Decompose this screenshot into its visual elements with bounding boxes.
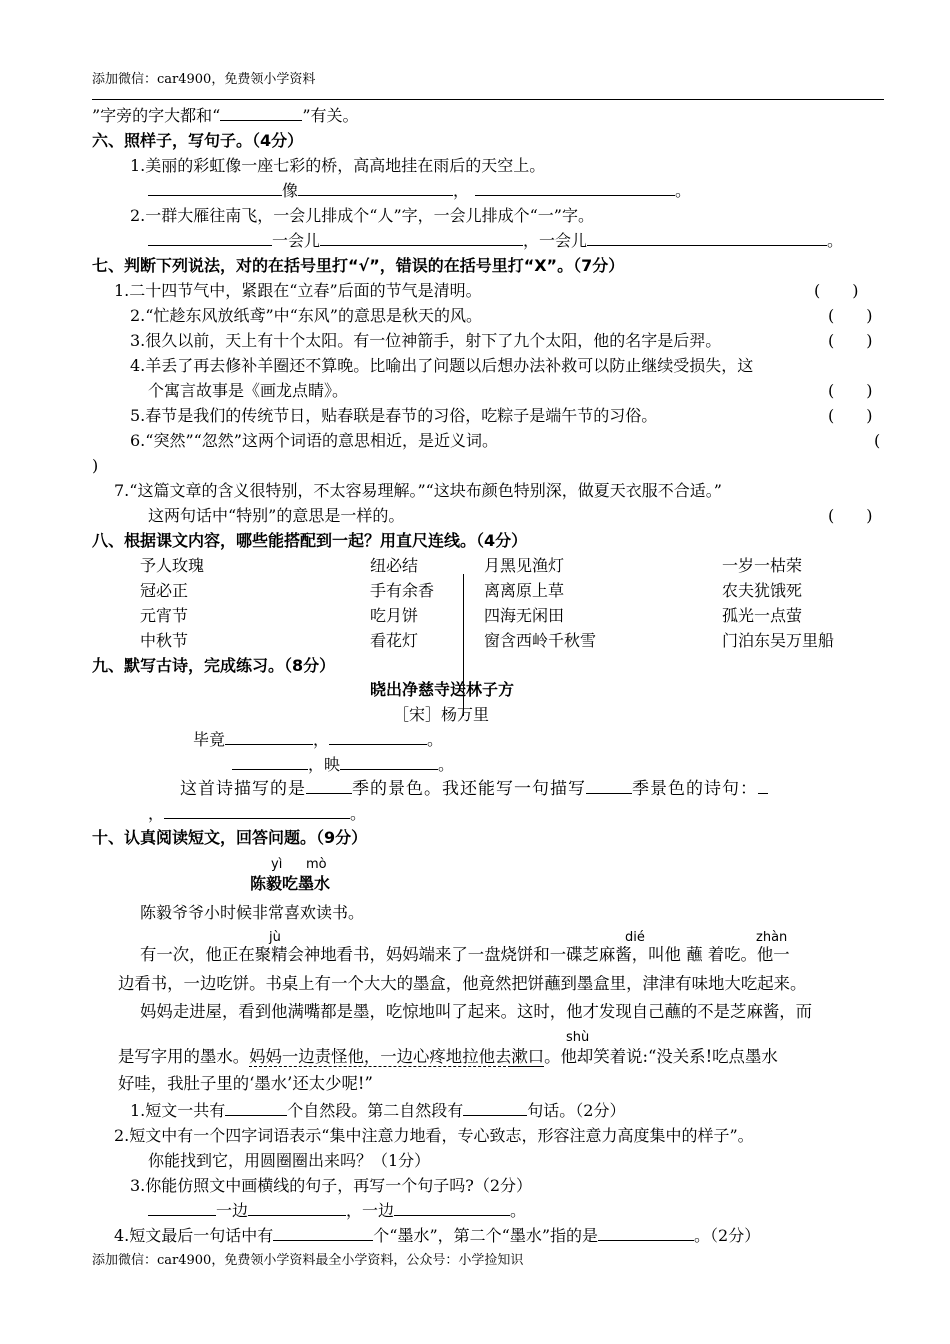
answer-blank[interactable] xyxy=(248,1201,346,1216)
answer-blank[interactable] xyxy=(329,730,427,745)
sec10-q3-answer: 一边 ，一边 。 xyxy=(148,1201,526,1221)
sec6-q1-answer: 像 ， 。 xyxy=(148,181,691,201)
sec10-q2: 2.短文中有一个四字词语表示“集中注意力地看，专心致志，形容注意力高度集中的样子”。 xyxy=(114,1126,754,1145)
judge-bracket[interactable]: ( ) xyxy=(828,331,873,350)
annotated-word: 漱口 xyxy=(511,1047,545,1066)
match-item[interactable]: 手有余香 xyxy=(370,581,435,600)
judge-bracket[interactable]: ( ) xyxy=(828,406,873,425)
para-2-line-2: 边看书，一边吃饼。书桌上有一个大大的墨盒，他竟然把饼蘸到墨盒里，津津有味地大吃起来。 xyxy=(118,974,807,993)
pinyin: shù xyxy=(566,1030,590,1045)
sec7-item-6: 6.“突然”“忽然”这两个词语的意思相近，是近义词。 xyxy=(130,431,498,450)
answer-blank[interactable] xyxy=(232,755,308,770)
poem-author: ［宋］杨万里 xyxy=(393,705,490,724)
sec9-question-cont: ， 。 xyxy=(148,804,367,823)
poem-title: 晓出净慈寺送林子方 xyxy=(370,680,515,699)
match-item[interactable]: 门泊东吴万里船 xyxy=(722,631,835,650)
sec7-item-3: 3.很久以前，天上有十个太阳。有一位神箭手，射下了九个太阳，他的名字是后羿。 xyxy=(130,331,722,350)
answer-blank[interactable] xyxy=(273,1226,373,1241)
sec7-item-7: 7.“这篇文章的含义很特别，不太容易理解。”“这块布颜色特别深，做夏天衣服不合适。” xyxy=(114,481,722,500)
match-item[interactable]: 纽必结 xyxy=(370,556,419,575)
answer-blank[interactable] xyxy=(758,779,768,794)
sec7-item-1: 1.二十四节气中，紧跟在“立春”后面的节气是清明。 xyxy=(114,281,482,300)
sec10-q4: 4.短文最后一句话中有 个“墨水”，第二个“墨水”指的是 。（2分） xyxy=(114,1226,761,1245)
poem-line-2: ，映 。 xyxy=(232,755,454,775)
sec7-title: 七、判断下列说法，对的在括号里打“√”，错误的在括号里打“X”。（7分） xyxy=(92,256,625,275)
answer-blank[interactable] xyxy=(148,231,272,246)
match-item[interactable]: 元宵节 xyxy=(140,606,189,625)
match-item[interactable]: 四海无闲田 xyxy=(484,606,565,625)
match-item[interactable]: 中秋节 xyxy=(140,631,189,650)
answer-blank[interactable] xyxy=(225,1101,287,1116)
sec9-question: 这首诗描写的是 季的景色。我还能写一句描写 季景色的诗句： xyxy=(180,779,768,799)
answer-blank[interactable] xyxy=(475,181,675,196)
answer-blank[interactable] xyxy=(225,730,313,745)
answer-blank[interactable] xyxy=(306,779,352,794)
answer-blank[interactable] xyxy=(587,231,827,246)
match-item[interactable]: 吃月饼 xyxy=(370,606,419,625)
match-item[interactable]: 窗含西岭千秋雪 xyxy=(484,631,597,650)
answer-blank[interactable] xyxy=(586,779,632,794)
pinyin: dié xyxy=(625,930,645,945)
poem-line-1: 毕竟 ， 。 xyxy=(193,730,444,749)
answer-blank[interactable] xyxy=(320,231,523,246)
page-header: 添加微信：car4900，免费领小学资料 xyxy=(92,72,316,87)
judge-bracket-open[interactable]: ( xyxy=(874,431,881,450)
match-item[interactable]: 一岁一枯荣 xyxy=(722,556,803,575)
page-footer: 添加微信：car4900，免费领小学资料最全小学资料，公众号：小学捡知识 xyxy=(92,1253,524,1268)
sec6-q1: 1.美丽的彩虹像一座七彩的桥，高高地挂在雨后的天空上。 xyxy=(130,156,546,175)
sec7-item-4: 4.羊丢了再去修补羊圈还不算晚。比喻出了问题以后想办法补救可以防止继续受损失，这 xyxy=(130,356,754,375)
para-3-line-2: 是写字用的墨水。妈妈一边责怪他，一边心疼地拉他去漱口。他却笑着说:“没关系!吃点墨水 xyxy=(118,1047,778,1066)
answer-blank[interactable] xyxy=(164,804,350,819)
para-1: 陈毅爷爷小时候非常喜欢读书。 xyxy=(140,903,365,922)
pinyin: yì xyxy=(271,857,283,872)
match-item[interactable]: 冠必正 xyxy=(140,581,189,600)
pinyin: zhàn xyxy=(756,930,788,945)
judge-bracket[interactable]: ( ) xyxy=(828,506,873,525)
answer-blank[interactable] xyxy=(148,1201,216,1216)
answer-blank[interactable] xyxy=(394,1201,510,1216)
sec5-tail: ”字旁的字大都和“ ”有关。 xyxy=(92,106,359,125)
match-item[interactable]: 看花灯 xyxy=(370,631,419,650)
judge-bracket-close[interactable]: ) xyxy=(92,456,99,475)
article-title: 陈毅吃墨水 xyxy=(250,874,331,893)
para-2-line-1: 有一次，他正在聚精会神地看书，妈妈端来了一盘烧饼和一碟芝麻酱，叫他 蘸 着吃。他一 xyxy=(140,945,790,964)
match-item[interactable]: 月黑见渔灯 xyxy=(484,556,565,575)
pinyin: jù xyxy=(269,930,281,945)
sec6-title: 六、照样子，写句子。（4分） xyxy=(92,131,304,150)
sec7-item-7-cont: 这两句话中“特别”的意思是一样的。 xyxy=(148,506,405,525)
sec7-item-2: 2.“忙趁东风放纸鸢”中“东风”的意思是秋天的风。 xyxy=(130,306,482,325)
answer-blank[interactable] xyxy=(340,755,438,770)
sec7-item-4-cont: 个寓言故事是《画龙点睛》。 xyxy=(148,381,349,400)
header-rule xyxy=(92,99,884,100)
match-item[interactable]: 农夫犹饿死 xyxy=(722,581,803,600)
para-3-line-3: 好哇，我肚子里的‘墨水’还太少呢!” xyxy=(118,1074,373,1093)
match-item[interactable]: 孤光一点萤 xyxy=(722,606,803,625)
answer-blank[interactable] xyxy=(220,106,302,121)
sec6-q2: 2.一群大雁往南飞，一会儿排成个“人”字，一会儿排成个“一”字。 xyxy=(130,206,594,225)
para-3-line-1: 妈妈走进屋，看到他满嘴都是墨，吃惊地叫了起来。这时，他才发现自己蘸的不是芝麻酱，而 xyxy=(140,1002,813,1021)
match-item[interactable]: 离离原上草 xyxy=(484,581,565,600)
answer-blank[interactable] xyxy=(598,1226,694,1241)
judge-bracket[interactable]: ( ) xyxy=(828,306,873,325)
underlined-sentence: 妈妈一边责怪他，一边心疼地拉他去 xyxy=(249,1047,512,1066)
match-item[interactable]: 予人玫瑰 xyxy=(140,556,205,575)
sec10-q3: 3.你能仿照文中画横线的句子，再写一个句子吗?（2分） xyxy=(130,1176,533,1195)
sec8-title: 八、根据课文内容，哪些能搭配到一起？用直尺连线。（4分） xyxy=(92,531,528,550)
sec7-item-5: 5.春节是我们的传统节日，贴春联是春节的习俗，吃粽子是端午节的习俗。 xyxy=(130,406,658,425)
answer-blank[interactable] xyxy=(148,181,282,196)
sec10-title: 十、认真阅读短文，回答问题。（9分） xyxy=(92,828,368,847)
sec6-q2-answer: 一会儿 ，一会儿 。 xyxy=(148,231,843,251)
pinyin: mò xyxy=(306,857,327,872)
judge-bracket[interactable]: ( ) xyxy=(828,381,873,400)
sec10-q2-cont: 你能找到它，用圆圈圈出来吗？（1分） xyxy=(148,1151,431,1170)
sec9-title: 九、默写古诗，完成练习。（8分） xyxy=(92,656,336,675)
answer-blank[interactable] xyxy=(298,181,453,196)
sec10-q1: 1.短文一共有 个自然段。第二自然段有 句话。（2分） xyxy=(130,1101,626,1120)
judge-bracket[interactable]: ( ) xyxy=(814,281,859,300)
answer-blank[interactable] xyxy=(463,1101,527,1116)
